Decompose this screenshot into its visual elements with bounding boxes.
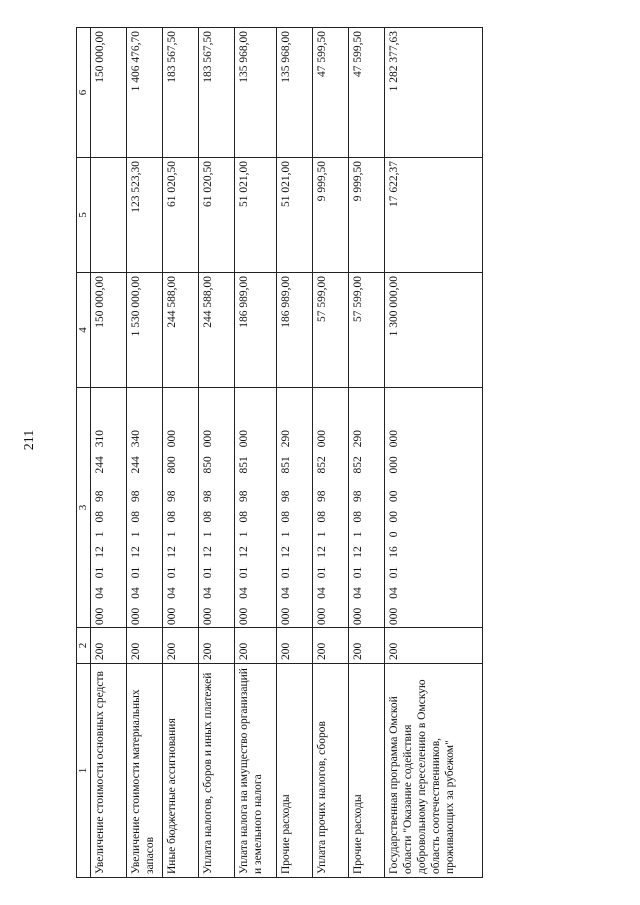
kbk-part: 04: [238, 587, 251, 599]
kbk-part: 04: [130, 587, 143, 599]
kbk-code: [165, 390, 179, 625]
row-plan: 1 300 000,00: [385, 273, 483, 388]
row-kbk: [199, 388, 235, 628]
row-name: Увеличение стоимости основных средств: [91, 664, 127, 878]
kbk-part: 000: [352, 607, 365, 625]
row-remaining: 183 567,50: [199, 28, 235, 158]
row-kbk: [127, 388, 163, 628]
kbk-part: 244: [94, 456, 107, 474]
table-row: [127, 28, 163, 878]
kbk-part: 00: [388, 511, 401, 523]
row-remaining: 183 567,50: [163, 28, 199, 158]
table-row: [277, 28, 313, 878]
kbk-part: 244: [130, 456, 143, 474]
row-kbk: [277, 388, 313, 628]
row-name: Уплата налога на имущество организаций и земельного налога: [235, 664, 277, 878]
kbk-part: 000: [166, 430, 179, 448]
row-executed: 61 020,50: [163, 158, 199, 273]
kbk-part: 08: [352, 511, 365, 523]
row-executed: [91, 158, 127, 273]
row-remaining: 47 599,50: [313, 28, 349, 158]
kbk-part: 000: [238, 430, 251, 448]
kbk-part: 12: [94, 546, 107, 558]
kbk-part: 852: [352, 456, 365, 474]
kbk-part: 310: [94, 430, 107, 448]
row-kbk: [385, 388, 483, 628]
kbk-part: 340: [130, 430, 143, 448]
row-executed: 51 021,00: [235, 158, 277, 273]
kbk-part: 290: [352, 430, 365, 448]
kbk-code: [279, 390, 293, 625]
kbk-part: 04: [94, 587, 107, 599]
kbk-part: 850: [202, 456, 215, 474]
kbk-part: 1: [130, 531, 143, 538]
kbk-part: 000: [316, 607, 329, 625]
row-executed: 51 021,00: [277, 158, 313, 273]
budget-table: [76, 27, 483, 878]
kbk-part: 01: [316, 566, 329, 579]
row-remaining: 1 406 476,70: [127, 28, 163, 158]
row-plan: 57 599,00: [349, 273, 385, 388]
row-kbk: [91, 388, 127, 628]
row-plan: 186 989,00: [277, 273, 313, 388]
row-executed: 123 523,30: [127, 158, 163, 273]
row-name: Прочие расходы: [277, 664, 313, 878]
kbk-part: 800: [166, 456, 179, 474]
kbk-part: 04: [202, 587, 215, 599]
kbk-part: 852: [316, 456, 329, 474]
row-plan: 1 530 000,00: [127, 273, 163, 388]
kbk-part: 01: [388, 566, 401, 579]
kbk-part: 000: [202, 430, 215, 448]
kbk-code: [129, 390, 143, 625]
kbk-part: 851: [280, 456, 293, 474]
row-kbk: [235, 388, 277, 628]
kbk-part: 04: [352, 587, 365, 599]
kbk-part: 01: [280, 566, 293, 579]
kbk-part: 98: [166, 490, 179, 502]
row-remaining: 150 000,00: [91, 28, 127, 158]
kbk-part: 08: [238, 511, 251, 523]
row-name: Уплата налогов, сборов и иных платежей: [199, 664, 235, 878]
table-row: [199, 28, 235, 878]
header-row: [77, 28, 91, 878]
kbk-part: 04: [166, 587, 179, 599]
kbk-code: [93, 390, 107, 625]
kbk-part: 08: [202, 511, 215, 523]
row-code: 200: [127, 628, 163, 664]
kbk-part: 000: [388, 607, 401, 625]
row-plan: 57 599,00: [313, 273, 349, 388]
row-code: 200: [163, 628, 199, 664]
kbk-part: 08: [316, 511, 329, 523]
kbk-part: 000: [166, 607, 179, 625]
kbk-part: 98: [130, 490, 143, 502]
kbk-part: 08: [94, 511, 107, 523]
kbk-part: 98: [94, 490, 107, 502]
row-name: Уплата прочих налогов, сборов: [313, 664, 349, 878]
kbk-part: 01: [202, 566, 215, 579]
row-kbk: [163, 388, 199, 628]
kbk-part: 000: [316, 430, 329, 448]
kbk-part: 01: [130, 566, 143, 579]
kbk-part: 12: [280, 546, 293, 558]
row-executed: 61 020,50: [199, 158, 235, 273]
row-plan: 150 000,00: [91, 273, 127, 388]
header-col-1: 1: [77, 664, 91, 878]
header-col-6: 6: [77, 28, 91, 158]
kbk-part: 98: [280, 490, 293, 502]
kbk-part: 01: [94, 566, 107, 579]
kbk-part: 08: [166, 511, 179, 523]
row-kbk: [349, 388, 385, 628]
kbk-part: 12: [202, 546, 215, 558]
row-executed: 17 622,37: [385, 158, 483, 273]
kbk-part: 08: [280, 511, 293, 523]
kbk-part: 98: [238, 490, 251, 502]
row-plan: 244 588,00: [163, 273, 199, 388]
row-remaining: 1 282 377,63: [385, 28, 483, 158]
row-executed: 9 999,50: [349, 158, 385, 273]
kbk-part: 12: [166, 546, 179, 558]
kbk-part: 000: [280, 607, 293, 625]
row-name: Иные бюджетные ассигнования: [163, 664, 199, 878]
kbk-part: 000: [94, 607, 107, 625]
kbk-part: 000: [130, 607, 143, 625]
row-remaining: 135 968,00: [235, 28, 277, 158]
row-code: 200: [313, 628, 349, 664]
table-row: [91, 28, 127, 878]
row-code: 200: [277, 628, 313, 664]
kbk-code: [387, 390, 401, 625]
kbk-part: 12: [316, 546, 329, 558]
kbk-part: 000: [202, 607, 215, 625]
kbk-code: [237, 390, 251, 625]
kbk-part: 1: [352, 531, 365, 538]
kbk-part: 16: [388, 546, 401, 558]
kbk-part: 12: [130, 546, 143, 558]
kbk-part: 000: [388, 456, 401, 474]
row-code: 200: [199, 628, 235, 664]
table-body: [77, 28, 483, 878]
kbk-part: 1: [280, 531, 293, 538]
kbk-part: 000: [238, 607, 251, 625]
row-kbk: [313, 388, 349, 628]
row-plan: 244 588,00: [199, 273, 235, 388]
kbk-part: 01: [238, 566, 251, 579]
row-code: 200: [349, 628, 385, 664]
table-row: [313, 28, 349, 878]
kbk-part: 04: [280, 587, 293, 599]
row-plan: 186 989,00: [235, 273, 277, 388]
kbk-part: 1: [166, 531, 179, 538]
kbk-part: 98: [316, 490, 329, 502]
kbk-part: 851: [238, 456, 251, 474]
table-row: [349, 28, 385, 878]
kbk-part: 1: [202, 531, 215, 538]
kbk-part: 1: [316, 531, 329, 538]
kbk-part: 1: [94, 531, 107, 538]
row-code: 200: [235, 628, 277, 664]
kbk-part: 000: [388, 430, 401, 448]
kbk-code: [315, 390, 329, 625]
row-name: Государственная программа Омской области "Оказание содействия добровольному переселению в Омскую область соотечественников, проживающих за рубежом": [385, 664, 483, 878]
row-code: 200: [91, 628, 127, 664]
kbk-part: 290: [280, 430, 293, 448]
kbk-part: 12: [352, 546, 365, 558]
kbk-code: [201, 390, 215, 625]
kbk-part: 01: [352, 566, 365, 579]
kbk-part: 08: [130, 511, 143, 523]
table-row: [163, 28, 199, 878]
kbk-part: 01: [166, 566, 179, 579]
kbk-part: 98: [352, 490, 365, 502]
row-code: 200: [385, 628, 483, 664]
table-row: [235, 28, 277, 878]
row-executed: 9 999,50: [313, 158, 349, 273]
kbk-part: 04: [388, 587, 401, 599]
kbk-part: 12: [238, 546, 251, 558]
row-name: Прочие расходы: [349, 664, 385, 878]
header-col-5: 5: [77, 158, 91, 273]
table-row: [385, 28, 483, 878]
page-number: 211: [21, 429, 37, 451]
row-remaining: 135 968,00: [277, 28, 313, 158]
kbk-part: 1: [238, 531, 251, 538]
header-col-4: 4: [77, 273, 91, 388]
kbk-part: 0: [388, 531, 401, 538]
header-col-3: 3: [77, 388, 91, 628]
kbk-part: 00: [388, 490, 401, 502]
kbk-part: 98: [202, 490, 215, 502]
header-col-2: 2: [77, 628, 91, 664]
rotated-page: [76, 28, 471, 878]
row-remaining: 47 599,50: [349, 28, 385, 158]
kbk-code: [351, 390, 365, 625]
kbk-part: 04: [316, 587, 329, 599]
row-name: Увеличение стоимости материальных запасов: [127, 664, 163, 878]
